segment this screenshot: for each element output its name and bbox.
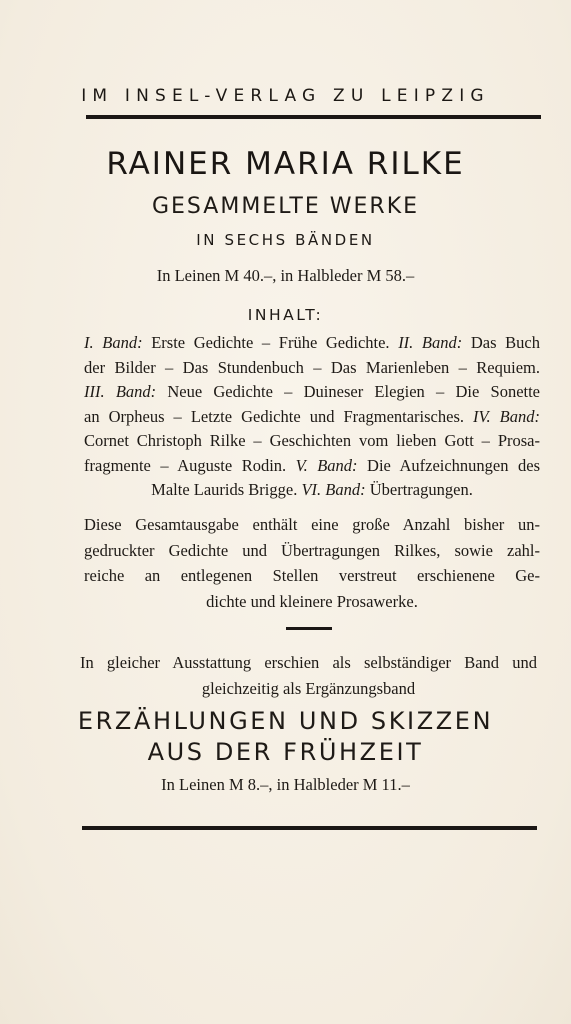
description-paragraph: [84, 512, 540, 614]
contents-text: Übertragungen.: [365, 480, 473, 499]
price-main: In Leinen M 40.–, in Halbleder M 58.–: [156, 266, 415, 285]
publisher-line: IM INSEL-VERLAG ZU LEIPZIG: [81, 86, 490, 106]
contents-text: an Orpheus – Letzte Gedichte und Fragmentarisches.: [84, 406, 474, 426]
contents-text: Neue Gedichte – Duineser Elegien – Die Sonette: [156, 382, 541, 401]
bottom-rule: [82, 826, 537, 830]
section-divider: [286, 627, 332, 630]
description-line: dichte und kleinere Prosawerke.: [206, 591, 418, 611]
volume-label: IV. Band:: [473, 406, 540, 426]
volume-label: III. Band:: [84, 382, 157, 401]
companion-title-line2: AUS DER FRÜHZEIT: [147, 738, 424, 766]
author-title: RAINER MARIA RILKE: [106, 146, 465, 182]
volume-label: II. Band:: [398, 333, 463, 352]
contents-line: [84, 429, 540, 454]
contents-line: [84, 380, 540, 405]
description-line: reiche an entlegenen Stellen verstreut erschienene Ge-: [84, 566, 540, 585]
contents-line: [84, 356, 540, 381]
description-line: gedruckter Gedichte und Übertragungen Rilkes, sowie zahl-: [84, 540, 540, 560]
top-rule: [86, 115, 541, 119]
companion-paragraph: [80, 650, 537, 701]
contents-text: Cornet Christoph Rilke – Geschichten vom lieben Gott – Prosa-: [84, 431, 540, 450]
contents-text: Malte Laurids Brigge.: [151, 480, 302, 499]
companion-line: gleichzeitig als Ergänzungsband: [201, 678, 416, 698]
contents-text: Erste Gedichte – Frühe Gedichte.: [142, 333, 399, 352]
contents-line: [84, 454, 540, 479]
contents-text: der Bilder – Das Stundenbuch – Das Marienleben – Requiem.: [84, 357, 540, 377]
companion-title-line1: ERZÄHLUNGEN UND SKIZZEN: [77, 707, 494, 735]
contents-text: Das Buch: [462, 333, 540, 352]
contents-line: [84, 478, 540, 503]
contents-list: [84, 331, 540, 503]
contents-line: [84, 405, 540, 430]
work-subtitle: GESAMMELTE WERKE: [151, 194, 420, 219]
price-second: In Leinen M 8.–, in Halbleder M 11.–: [161, 775, 410, 794]
contents-text: Die Aufzeichnungen des: [357, 455, 540, 475]
volume-label: V. Band:: [295, 455, 358, 475]
contents-line: [84, 331, 540, 356]
description-line: Diese Gesamtausgabe enthält eine große Anzahl bisher un-: [84, 515, 540, 534]
volume-label: I. Band:: [84, 333, 143, 352]
volume-label: VI. Band:: [301, 480, 366, 499]
contents-text: fragmente – Auguste Rodin.: [84, 455, 296, 475]
companion-line: In gleicher Ausstattung erschien als selbständiger Band und: [80, 653, 537, 672]
volumes-note: IN SECHS BÄNDEN: [196, 231, 375, 249]
contents-heading: INHALT:: [247, 306, 324, 324]
